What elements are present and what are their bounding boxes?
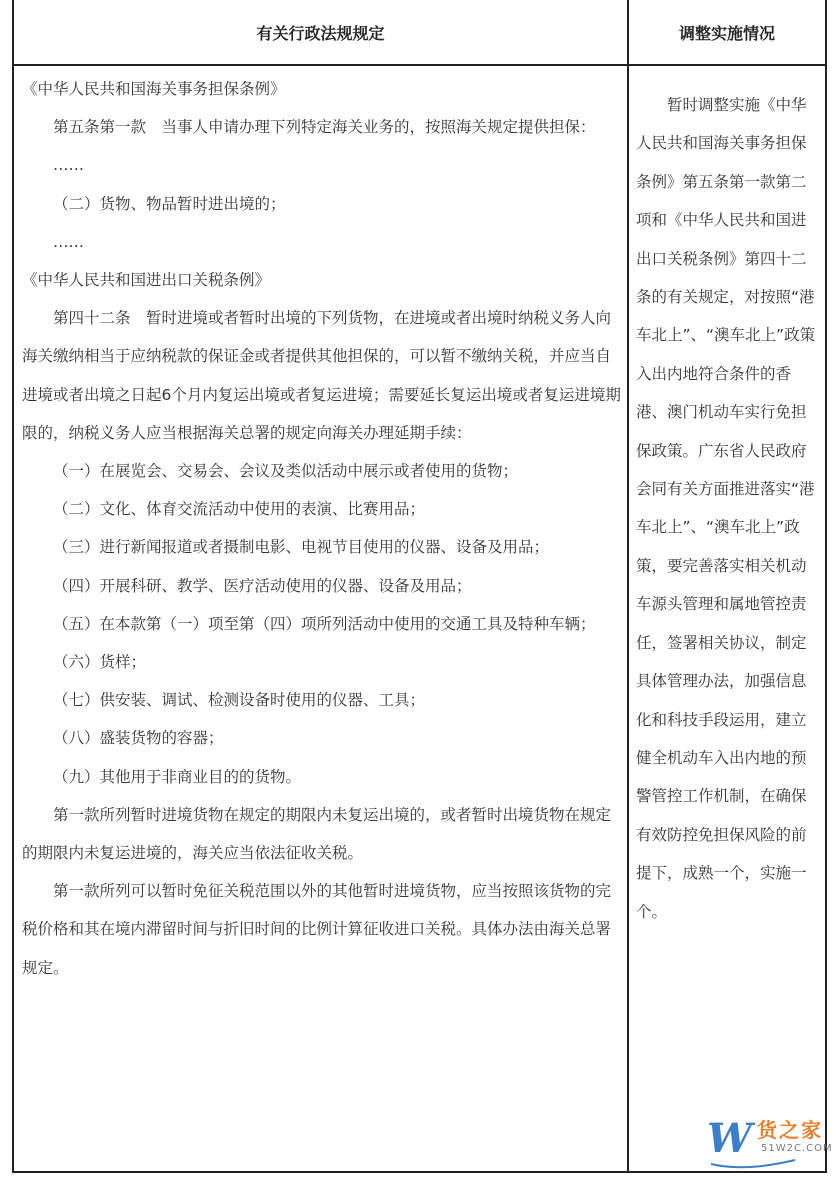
regulation-title: 《中华人民共和国进出口关税条例》 [22, 271, 271, 290]
list-item: （三）进行新闻报道或者摄制电影、电视节目使用的仪器、设备及用品； [53, 538, 550, 557]
column-divider [627, 0, 629, 1173]
regulations-cell [22, 70, 622, 987]
list-item: （五）在本款第（一）项至第（四）项所列活动中使用的交通工具及特种车辆； [53, 614, 596, 633]
list-item: （二）文化、体育交流活动中使用的表演、比赛用品； [53, 500, 426, 519]
regulation-title: 《中华人民共和国海关事务担保条例》 [22, 80, 286, 98]
header-divider [14, 64, 825, 66]
article-paragraph: 第一款所列可以暂时免征关税范围以外的其他暂时进境货物，应当按照该货物的完税价格和其在境内滞留时间与折旧时间的比例计算征收进口关税。具体办法由海关总署规定。 [22, 882, 612, 977]
implementation-cell [636, 86, 819, 931]
ellipsis: …… [53, 232, 84, 251]
list-item: （九）其他用于非商业目的的货物。 [53, 767, 302, 786]
list-item: （七）供安装、调试、检测设备时使用的仪器、工具； [53, 691, 426, 710]
watermark-url: 51W2C.COM [761, 1143, 833, 1154]
svg-text:W: W [707, 1115, 752, 1162]
header-implementation: 调整实施情况 [678, 23, 775, 43]
article-paragraph: 第五条第一款 当事人申请办理下列特定海关业务的，按照海关规定提供担保： [53, 118, 596, 137]
watermark-logo [705, 1108, 833, 1172]
list-item: （二）货物、物品暂时进出境的； [53, 194, 286, 213]
header-regulations: 有关行政法规规定 [256, 23, 385, 43]
list-item: （八）盛装货物的容器； [53, 729, 224, 748]
list-item: （四）开展科研、教学、医疗活动使用的仪器、设备及用品； [53, 576, 472, 595]
list-item: （六）货样； [53, 653, 147, 672]
implementation-text: 暂时调整实施《中华人民共和国海关事务担保条例》第五条第一款第二项和《中华人民共和国进出口关税条例》第四十二条的有关规定，对按照“港车北上”、“澳车北上”政策入出内地符合条件的香港、澳门机动车实行免担保政策。广东省人民政府会同有关方面推进落实“港车北上”、“澳车北上”政策，要完善落实相关机动车源头管理和属地管控责任，签署相关协议，制定具体管理办法，加强信息化和科技手段运用，建立健全机动车入出内地的预警管控工作机制，在确保有效防控免担保风险的前提下，成熟一个，实施一个。 [636, 96, 816, 921]
watermark-name: 货之家 [757, 1118, 823, 1142]
list-item: （一）在展览会、交易会、会议及类似活动中展示或者使用的货物； [53, 462, 519, 481]
article-paragraph: 第一款所列暂时进境货物在规定的期限内未复运出境的，或者暂时出境货物在规定的期限内未复运进境的，海关应当依法征收关税。 [22, 805, 612, 863]
article-paragraph: 第四十二条 暂时进境或者暂时出境的下列货物，在进境或者出境时纳税义务人向海关缴纳相当于应纳税款的保证金或者提供其他担保的，可以暂不缴纳关税，并应当自进境或者出境之日起6个月内复运出境或者复运进境；需要延长复运出境或者复运进境期限的，纳税义务人应当根据海关总署的规定向海关办理延期手续： [22, 309, 621, 442]
ellipsis: …… [53, 156, 84, 175]
regulation-table [12, 0, 827, 1173]
